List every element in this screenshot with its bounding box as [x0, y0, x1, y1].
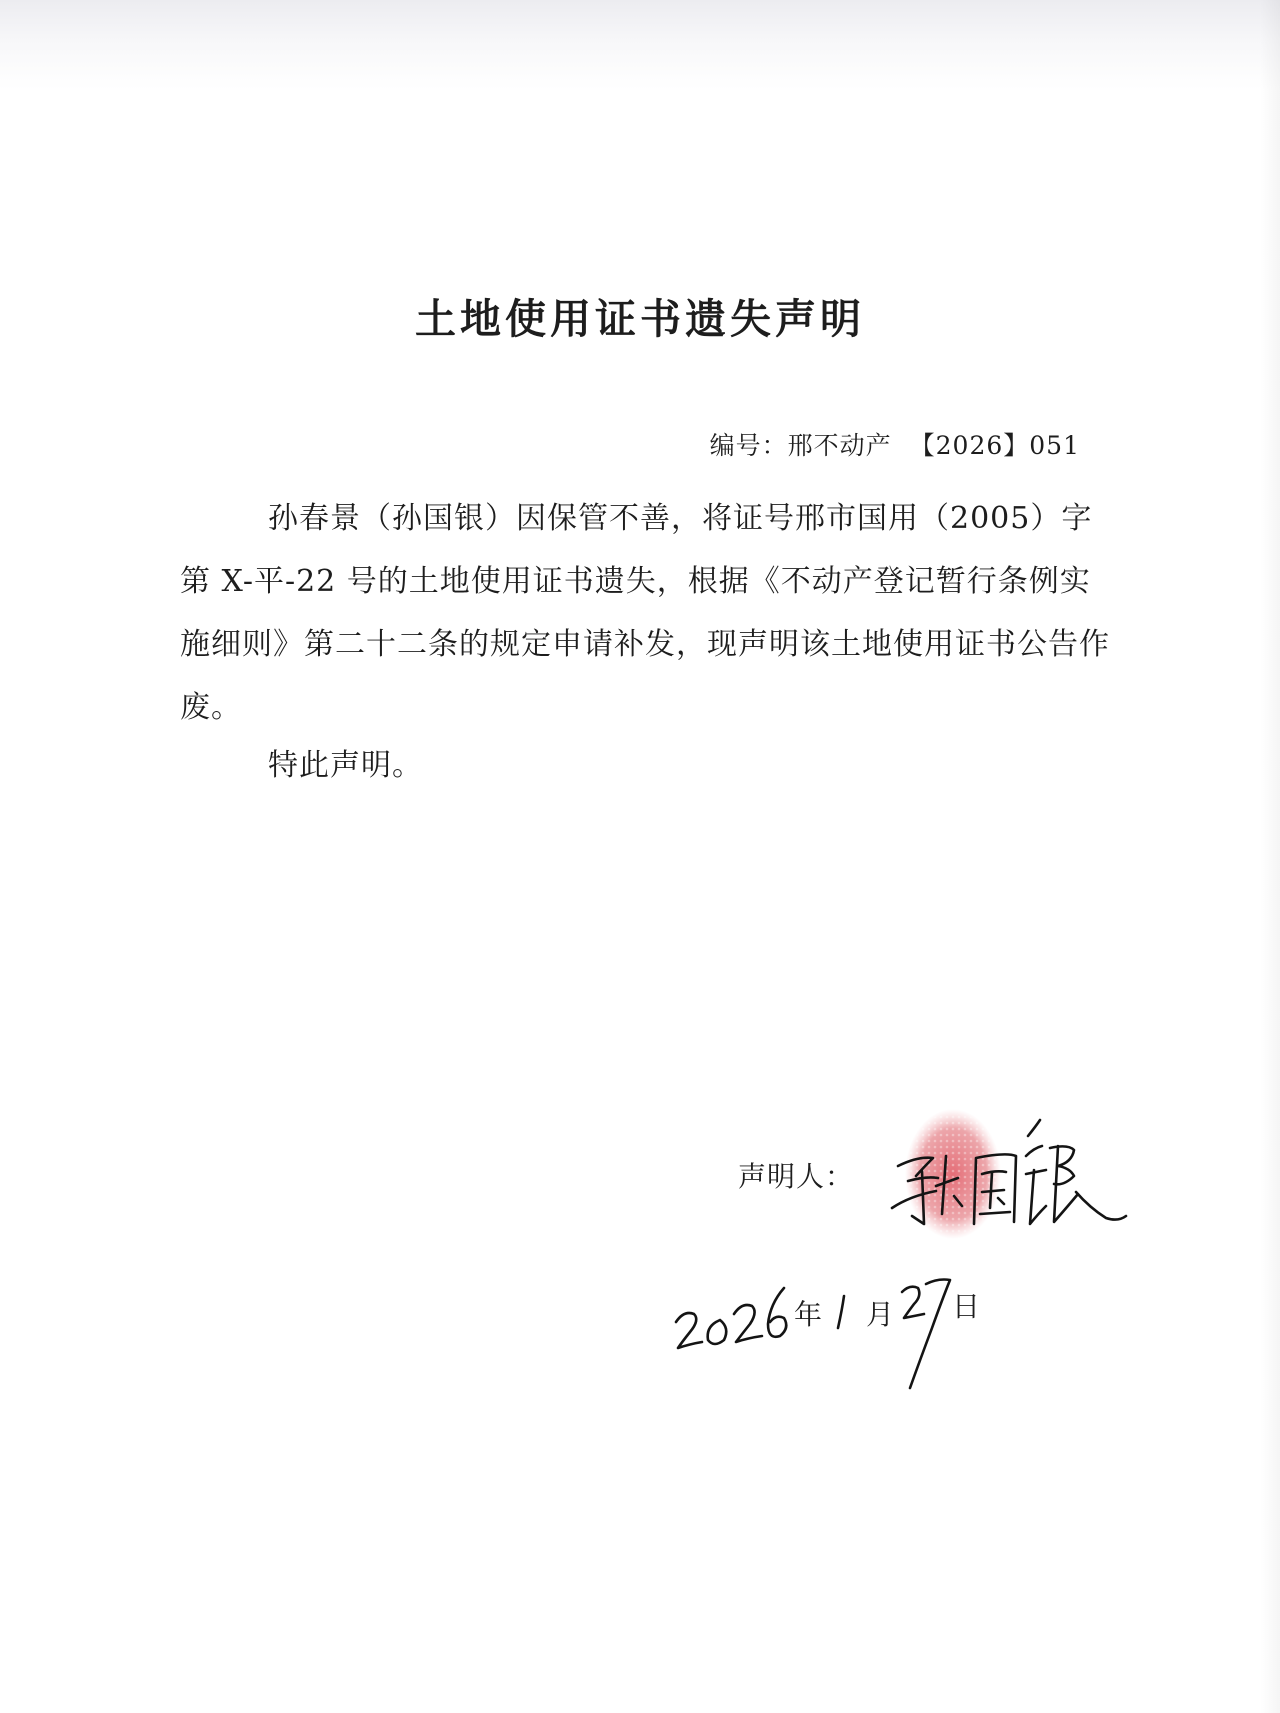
date-digit — [676, 1313, 702, 1348]
date-digit — [708, 1320, 727, 1344]
date-digit — [910, 1280, 950, 1389]
declaration-body: 孙春景（孙国银）因保管不善，将证号邢市国用（2005）字第 X-平-22 号的土地使用证书遗失，根据《不动产登记暂行条例实施细则》第二十二条的规定申请补发，现声明该土地使用证书公告作废。 — [180, 501, 1110, 725]
date-digit — [734, 1305, 762, 1342]
date-digit — [768, 1288, 786, 1337]
date-month-unit: 月 — [866, 1298, 895, 1331]
handwritten-date — [670, 1270, 1010, 1390]
signature-with-fingerprint — [878, 1096, 1138, 1256]
document-title: 土地使用证书遗失声明 — [415, 295, 865, 343]
date-digit — [902, 1287, 924, 1318]
closing-statement: 特此声明。 — [268, 748, 423, 783]
date-year-unit: 年 — [794, 1298, 823, 1331]
document-number-value: 【2026】051 — [909, 431, 1080, 460]
page-edge-shadow — [1260, 0, 1280, 1713]
declarant-label: 声明人： — [738, 1160, 855, 1193]
document-number — [710, 426, 1080, 462]
document-number-label: 编号：邢不动产 — [709, 431, 892, 460]
date-day-unit: 日 — [952, 1290, 981, 1323]
date-digit — [838, 1296, 844, 1328]
